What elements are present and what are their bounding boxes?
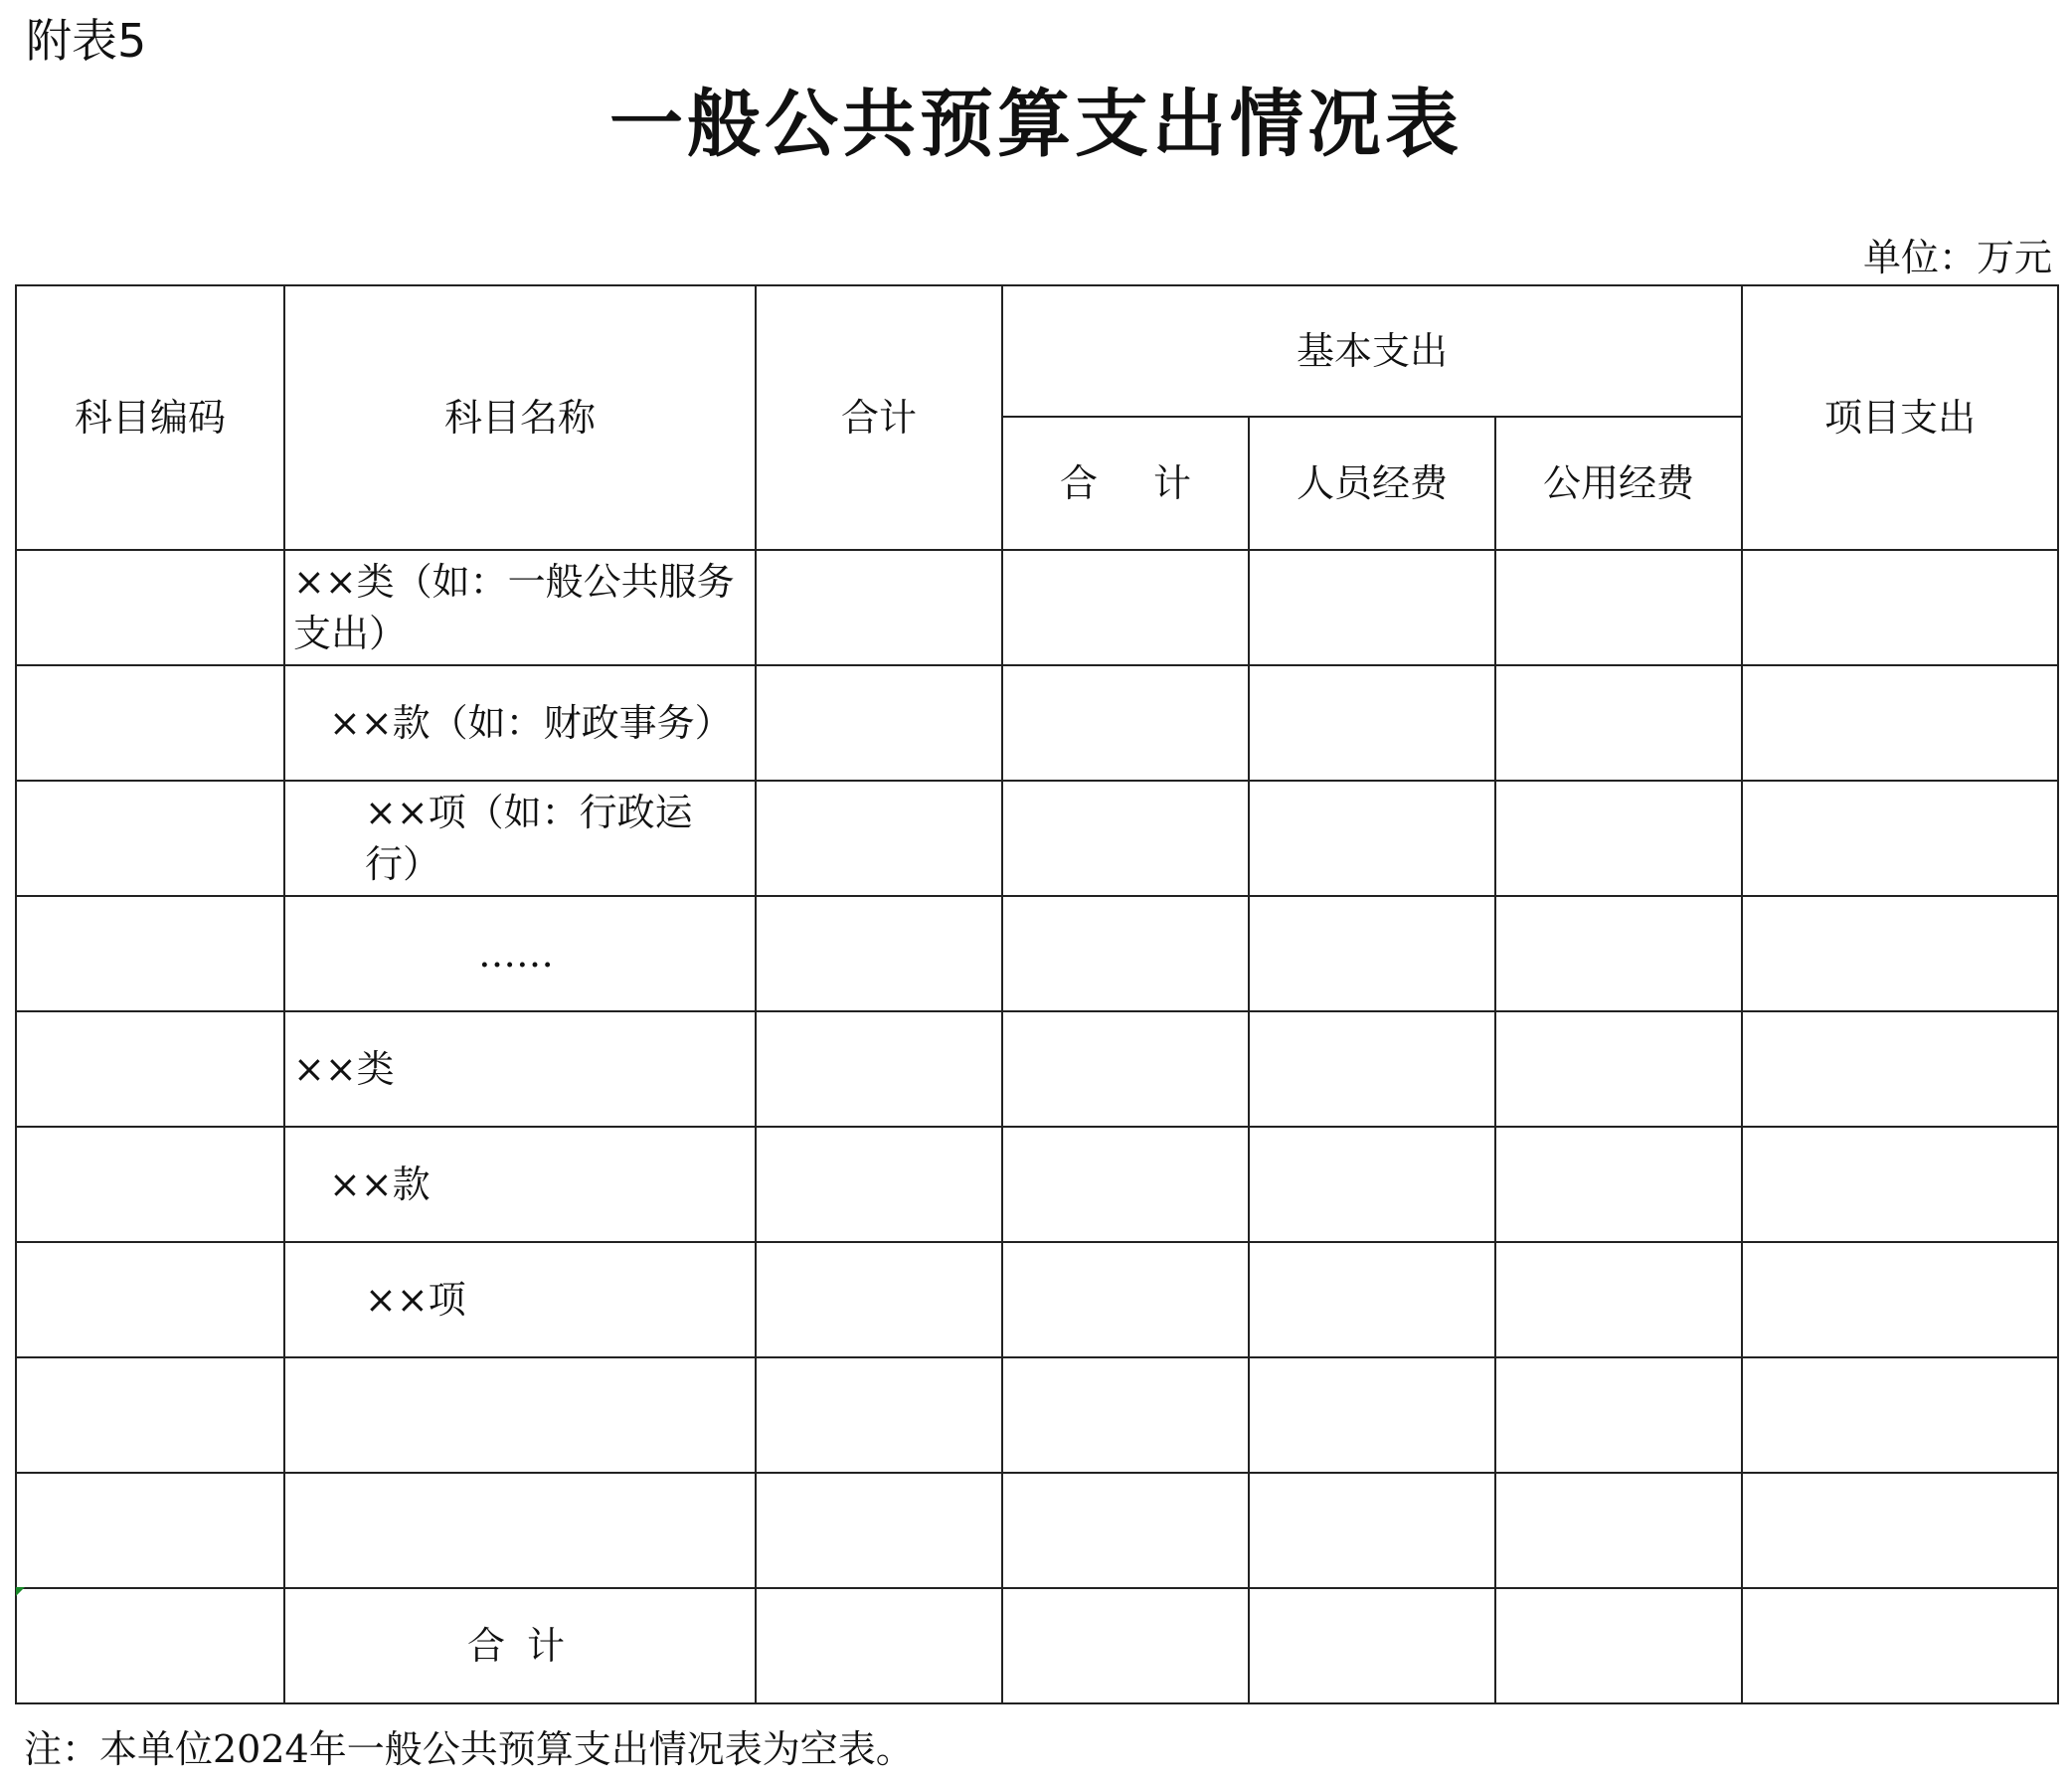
footnote: 注：本单位2024年一般公共预算支出情况表为空表。 bbox=[24, 1727, 914, 1771]
cell-project bbox=[1742, 781, 2058, 896]
cell-name bbox=[284, 1588, 756, 1703]
cell-basic-total bbox=[1002, 896, 1249, 1011]
unit-label: 单位：万元 bbox=[1862, 236, 2052, 279]
cell-name: ××类 bbox=[284, 1011, 756, 1127]
cell-basic-total bbox=[1002, 1011, 1249, 1127]
cell-name bbox=[284, 1357, 756, 1473]
table-row bbox=[16, 1242, 2058, 1357]
table-row bbox=[16, 781, 2058, 896]
page-title: 一般公共预算支出情况表 bbox=[609, 82, 1463, 167]
cell-total bbox=[756, 1357, 1002, 1473]
cell-basic-total bbox=[1002, 1127, 1249, 1242]
table-row bbox=[16, 1127, 2058, 1242]
table-row bbox=[16, 1473, 2058, 1588]
cell-public-use bbox=[1495, 1588, 1742, 1703]
cell-project bbox=[1742, 665, 2058, 781]
header-basic: 基本支出 bbox=[1002, 285, 1742, 417]
cell-personnel bbox=[1249, 1127, 1495, 1242]
cell-basic-total bbox=[1002, 665, 1249, 781]
cell-public-use bbox=[1495, 1242, 1742, 1357]
cell-public-use bbox=[1495, 1357, 1742, 1473]
cell-name: ××项（如：行政运行） bbox=[284, 781, 756, 896]
cell-total bbox=[756, 896, 1002, 1011]
table-row bbox=[16, 896, 2058, 1011]
cell-code bbox=[16, 1127, 284, 1242]
cell-code bbox=[16, 665, 284, 781]
table-row bbox=[16, 1588, 2058, 1703]
header-code: 科目编码 bbox=[16, 285, 284, 550]
cell-public-use bbox=[1495, 1011, 1742, 1127]
cell-basic-total bbox=[1002, 550, 1249, 665]
attachment-label: 附表5 bbox=[26, 14, 147, 68]
cell-name: ××类（如：一般公共服务支出） bbox=[284, 550, 756, 665]
cell-total bbox=[756, 1011, 1002, 1127]
cell-code bbox=[16, 896, 284, 1011]
cell-personnel bbox=[1249, 550, 1495, 665]
cell-name bbox=[284, 1473, 756, 1588]
cell-code bbox=[16, 781, 284, 896]
cell-personnel bbox=[1249, 781, 1495, 896]
cell-basic-total bbox=[1002, 1357, 1249, 1473]
cell-project bbox=[1742, 1242, 2058, 1357]
cell-personnel bbox=[1249, 1357, 1495, 1473]
cell-total bbox=[756, 1127, 1002, 1242]
cell-public-use bbox=[1495, 896, 1742, 1011]
header-personnel: 人员经费 bbox=[1249, 417, 1495, 550]
cell-project bbox=[1742, 1473, 2058, 1588]
cell-code bbox=[16, 550, 284, 665]
header-row-top bbox=[16, 285, 2058, 417]
cell-basic-total bbox=[1002, 1473, 1249, 1588]
cell-personnel bbox=[1249, 1242, 1495, 1357]
cell-name: ××款 bbox=[284, 1127, 756, 1242]
cell-name: ××款（如：财政事务） bbox=[284, 665, 756, 781]
cell-code bbox=[16, 1011, 284, 1127]
cell-corner-marker bbox=[16, 1587, 25, 1596]
grand-total-label: 合计 bbox=[466, 1624, 587, 1668]
table-row bbox=[16, 550, 2058, 665]
cell-public-use bbox=[1495, 665, 1742, 781]
cell-basic-total bbox=[1002, 1588, 1249, 1703]
cell-code bbox=[16, 1357, 284, 1473]
cell-total bbox=[756, 665, 1002, 781]
cell-total bbox=[756, 781, 1002, 896]
table-row bbox=[16, 1357, 2058, 1473]
budget-table bbox=[15, 284, 2059, 1704]
cell-personnel bbox=[1249, 1473, 1495, 1588]
header-basic-total bbox=[1002, 417, 1249, 550]
cell-public-use bbox=[1495, 1127, 1742, 1242]
cell-public-use bbox=[1495, 781, 1742, 896]
cell-basic-total bbox=[1002, 781, 1249, 896]
cell-personnel bbox=[1249, 665, 1495, 781]
cell-project bbox=[1742, 1357, 2058, 1473]
cell-code bbox=[16, 1588, 284, 1703]
header-total: 合计 bbox=[756, 285, 1002, 550]
cell-public-use bbox=[1495, 550, 1742, 665]
table-row bbox=[16, 665, 2058, 781]
cell-project bbox=[1742, 896, 2058, 1011]
table-row bbox=[16, 1011, 2058, 1127]
header-name: 科目名称 bbox=[284, 285, 756, 550]
cell-name: ××项 bbox=[284, 1242, 756, 1357]
cell-code bbox=[16, 1242, 284, 1357]
cell-total bbox=[756, 550, 1002, 665]
cell-project bbox=[1742, 550, 2058, 665]
cell-total bbox=[756, 1242, 1002, 1357]
cell-name: …… bbox=[284, 896, 756, 1011]
cell-project bbox=[1742, 1011, 2058, 1127]
header-public-use: 公用经费 bbox=[1495, 417, 1742, 550]
cell-personnel bbox=[1249, 896, 1495, 1011]
cell-total bbox=[756, 1588, 1002, 1703]
cell-project bbox=[1742, 1127, 2058, 1242]
cell-total bbox=[756, 1473, 1002, 1588]
cell-personnel bbox=[1249, 1588, 1495, 1703]
cell-public-use bbox=[1495, 1473, 1742, 1588]
cell-project bbox=[1742, 1588, 2058, 1703]
cell-personnel bbox=[1249, 1011, 1495, 1127]
header-basic-total-label: 合计 bbox=[1059, 461, 1247, 505]
cell-basic-total bbox=[1002, 1242, 1249, 1357]
cell-code bbox=[16, 1473, 284, 1588]
header-project: 项目支出 bbox=[1742, 285, 2058, 550]
